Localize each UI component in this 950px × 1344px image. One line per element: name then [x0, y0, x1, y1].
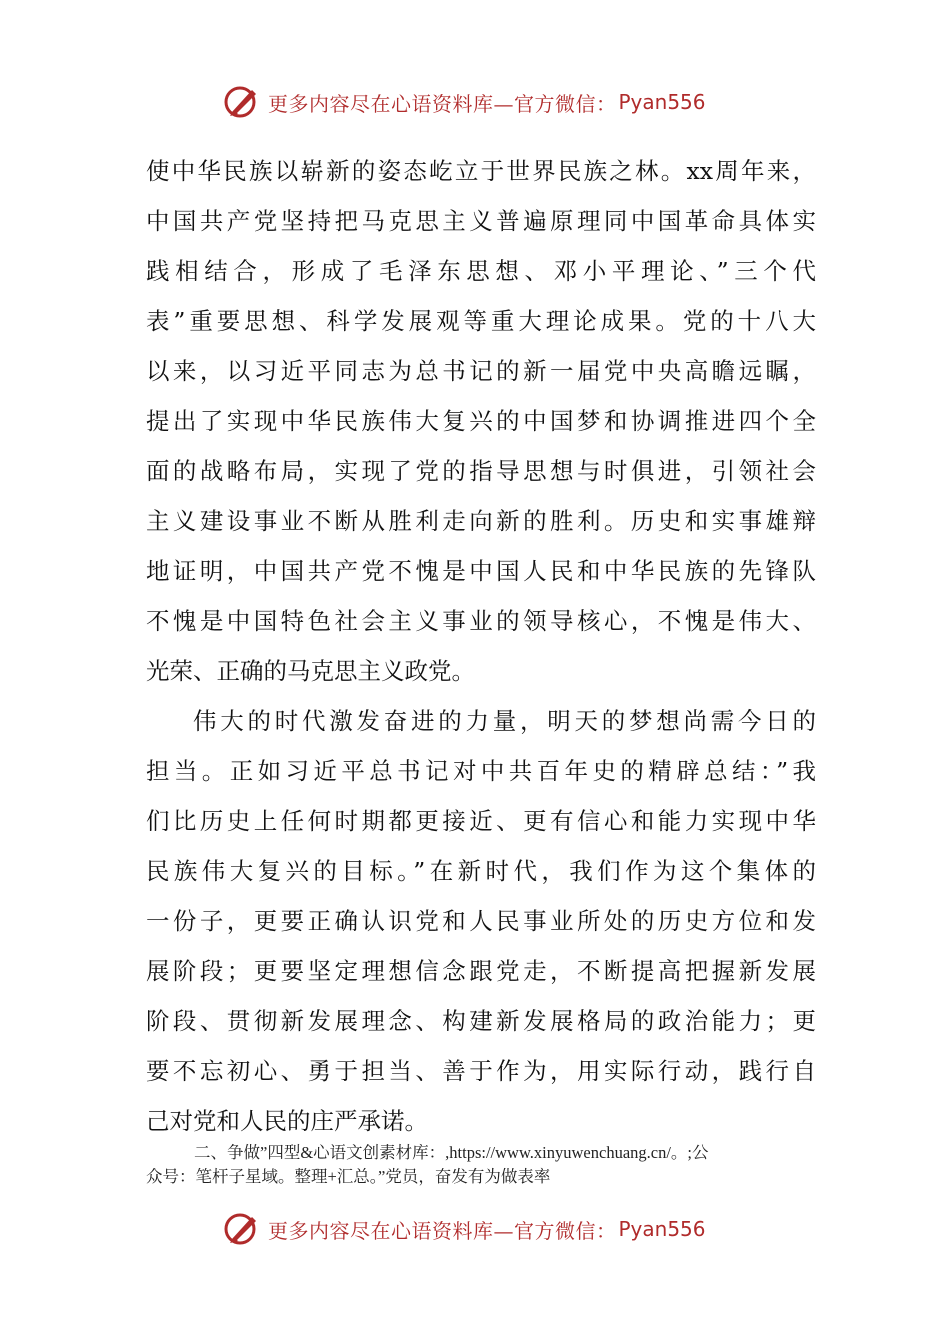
text-line: 伟大的时代激发奋进的力量，明天的梦想尚需今日的	[193, 707, 816, 735]
text-line: 提出了实现中华民族伟大复兴的中国梦和协调推进四个全	[146, 407, 816, 435]
text-line: 使中华民族以崭新的姿态屹立于世界民族之林。xx周年来，	[146, 157, 816, 185]
text-line: 阶段、贯彻新发展理念、构建新发展格局的政治能力；更	[146, 1007, 816, 1035]
text-line: 表”重要思想、科学发展观等重大理论成果。党的十八大	[146, 307, 816, 335]
text-line: 不愧是中国特色社会主义事业的领导核心，不愧是伟大、	[146, 607, 816, 635]
article-body	[146, 146, 816, 1146]
text-line: 中国共产党坚持把马克思主义普遍原理同中国革命具体实	[146, 207, 816, 235]
text-line: 主义建设事业不断从胜利走向新的胜利。历史和实事雄辩	[146, 507, 816, 535]
pen-nib-logo-icon	[222, 82, 262, 122]
text-line: 己对党和人民的庄严承诺。	[146, 1107, 428, 1135]
text-line: 践相结合，形成了毛泽东思想、邓小平理论、”三个代	[146, 257, 816, 285]
text-line: 面的战略布局，实现了党的指导思想与时俱进，引领社会	[146, 457, 816, 485]
footer-banner	[222, 1209, 742, 1249]
banner-text: 更多内容尽在心语资料库—官方微信：	[268, 91, 617, 116]
text-line: 地证明，中国共产党不愧是中国人民和中华民族的先锋队	[146, 557, 816, 585]
text-line: 一份子，更要正确认识党和人民事业所处的历史方位和发	[146, 907, 816, 935]
banner-text: 更多内容尽在心语资料库—官方微信：	[268, 1218, 617, 1243]
header-banner	[222, 82, 742, 122]
text-line: 以来，以习近平同志为总书记的新一届党中央高瞻远瞩，	[146, 357, 816, 385]
footnote-line-2: 众号：笔杆子星域。整理+汇总。”党员，奋发有为做表率	[146, 1167, 551, 1186]
paragraph-1	[146, 146, 816, 696]
pen-nib-logo-icon	[222, 1209, 262, 1249]
paragraph-2	[146, 696, 816, 1146]
text-line: 要不忘初心、勇于担当、善于作为，用实际行动，践行自	[146, 1057, 816, 1085]
text-line: 担当。正如习近平总书记对中共百年史的精辟总结：”我	[146, 757, 816, 785]
wechat-id: Pyan556	[618, 1217, 706, 1241]
text-line: 展阶段；更要坚定理想信念跟党走，不断提高把握新发展	[146, 957, 816, 985]
footnote	[146, 1141, 816, 1189]
wechat-id: Pyan556	[618, 90, 706, 114]
footnote-line-1: 二、争做”四型&心语文创素材库：,https://www.xinyuwenchuang.cn/。;公	[194, 1143, 709, 1162]
text-line: 们比历史上任何时期都更接近、更有信心和能力实现中华	[146, 807, 816, 835]
text-line: 光荣、正确的马克思主义政党。	[146, 657, 475, 685]
text-line: 民族伟大复兴的目标。”在新时代，我们作为这个集体的	[146, 857, 816, 885]
